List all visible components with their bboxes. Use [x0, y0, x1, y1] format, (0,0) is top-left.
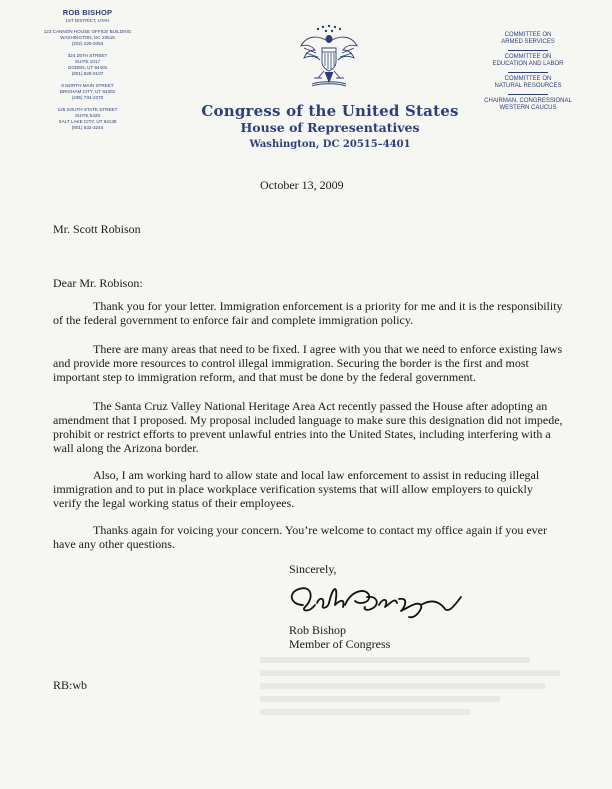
- recipient-name: Mr. Scott Robison: [53, 222, 141, 236]
- office-phone: (801) 625-0107: [71, 71, 104, 76]
- office-line: 324 25TH STREET: [67, 53, 108, 58]
- letterhead-member-info: [30, 8, 145, 131]
- committee-natural-resources: [470, 76, 586, 92]
- closing: Sincerely,: [289, 562, 337, 576]
- letterhead-title: [160, 103, 500, 151]
- office-line: 123 CANNON HOUSE OFFICE BUILDING: [43, 29, 132, 34]
- office-line: 6 NORTH MAIN STREET: [61, 83, 114, 88]
- office-phone: (801) 532-3244: [71, 125, 104, 130]
- divider: [508, 72, 548, 73]
- congress-title: Congress of the United States: [201, 102, 459, 120]
- office-line: 125 SOUTH STATE STREET: [57, 107, 118, 112]
- office-address-ogden: [30, 53, 145, 77]
- body-paragraph: [53, 399, 563, 455]
- paragraph-text: Thanks again for voicing your concern. You’re welcome to contact my office again if you ever have any other questions.: [53, 523, 547, 551]
- house-title: House of Representatives: [240, 120, 420, 135]
- body-paragraph: [53, 342, 563, 384]
- paragraph-text: The Santa Cruz Valley National Heritage Area Act recently passed the House after adopting an amendment that I proposed. My proposal included language to make sure this designation did not impede, prohibit or restrict efforts to prevent unlawful entries into the United States, including interfering with a wall along the Arizona border.: [53, 399, 563, 455]
- member-name: ROB BISHOP: [62, 8, 113, 17]
- paragraph-text: Also, I am working hard to allow state and local law enforcement to assist in reducing illegal immigration and to put in place workplace verification systems that will allow employers to quickly verify the legal working status of their employees.: [53, 468, 540, 510]
- letterhead-city: Washington, DC 20515–4401: [249, 139, 411, 150]
- office-line: BRIGHAM CITY, UT 84302: [59, 89, 116, 94]
- office-address-salt-lake-city: [30, 107, 145, 131]
- signer-block: [289, 623, 390, 651]
- signer-title: Member of Congress: [289, 637, 391, 651]
- body-paragraph: [53, 523, 563, 551]
- office-phone: (435) 734-2270: [71, 95, 104, 100]
- committee-line: COMMITTEE ON: [504, 32, 552, 38]
- office-address-brigham-city: [30, 83, 145, 101]
- office-phone: (202) 225-0453: [71, 41, 104, 46]
- paragraph-text: There are many areas that need to be fixed. I agree with you that we need to enforce existing laws and provide more resources to control illegal immigration. Securing the border is the first and most important step to immigration reform, and that must be done by the federal government.: [53, 342, 563, 384]
- office-line: WASHINGTON, DC 20515: [60, 35, 115, 40]
- eagle-seal-icon: [298, 20, 360, 92]
- committee-armed-services: [470, 32, 586, 48]
- office-address-washington: [30, 29, 145, 47]
- bleed-through-shadow: [260, 650, 560, 722]
- office-line: SUITE 1017: [74, 59, 101, 64]
- committee-line: COMMITTEE ON: [504, 76, 552, 82]
- committee-line: COMMITTEE ON: [504, 54, 552, 60]
- salutation: Dear Mr. Robison:: [53, 276, 143, 290]
- paragraph-text: Thank you for your letter. Immigration enforcement is a priority for me and it is the responsibility of the federal government to enforce fair and complete immigration policy.: [53, 299, 563, 327]
- committee-line: WESTERN CAUCUS: [499, 105, 557, 111]
- signer-name: Rob Bishop: [289, 623, 347, 637]
- committee-western-caucus: [470, 98, 586, 114]
- divider: [508, 94, 548, 95]
- handwritten-signature: [285, 575, 465, 625]
- committee-education-labor: [470, 54, 586, 70]
- member-district: 1ST DISTRICT, UTAH: [65, 18, 110, 23]
- office-line: SUITE 5420: [74, 113, 101, 118]
- letter-date: October 13, 2009: [260, 178, 344, 192]
- committee-line: ARMED SERVICES: [501, 39, 555, 45]
- committee-line: CHAIRMAN, CONGRESSIONAL: [484, 98, 572, 104]
- letterhead-committees: [470, 32, 586, 114]
- typist-initials: RB:wb: [53, 678, 88, 692]
- divider: [508, 50, 548, 51]
- office-line: SALT LAKE CITY, UT 84138: [58, 119, 117, 124]
- committee-line: EDUCATION AND LABOR: [492, 61, 564, 67]
- body-paragraph: [53, 299, 563, 327]
- committee-line: NATURAL RESOURCES: [494, 83, 562, 89]
- office-line: OGDEN, UT 84401: [67, 65, 108, 70]
- body-paragraph: [53, 468, 563, 510]
